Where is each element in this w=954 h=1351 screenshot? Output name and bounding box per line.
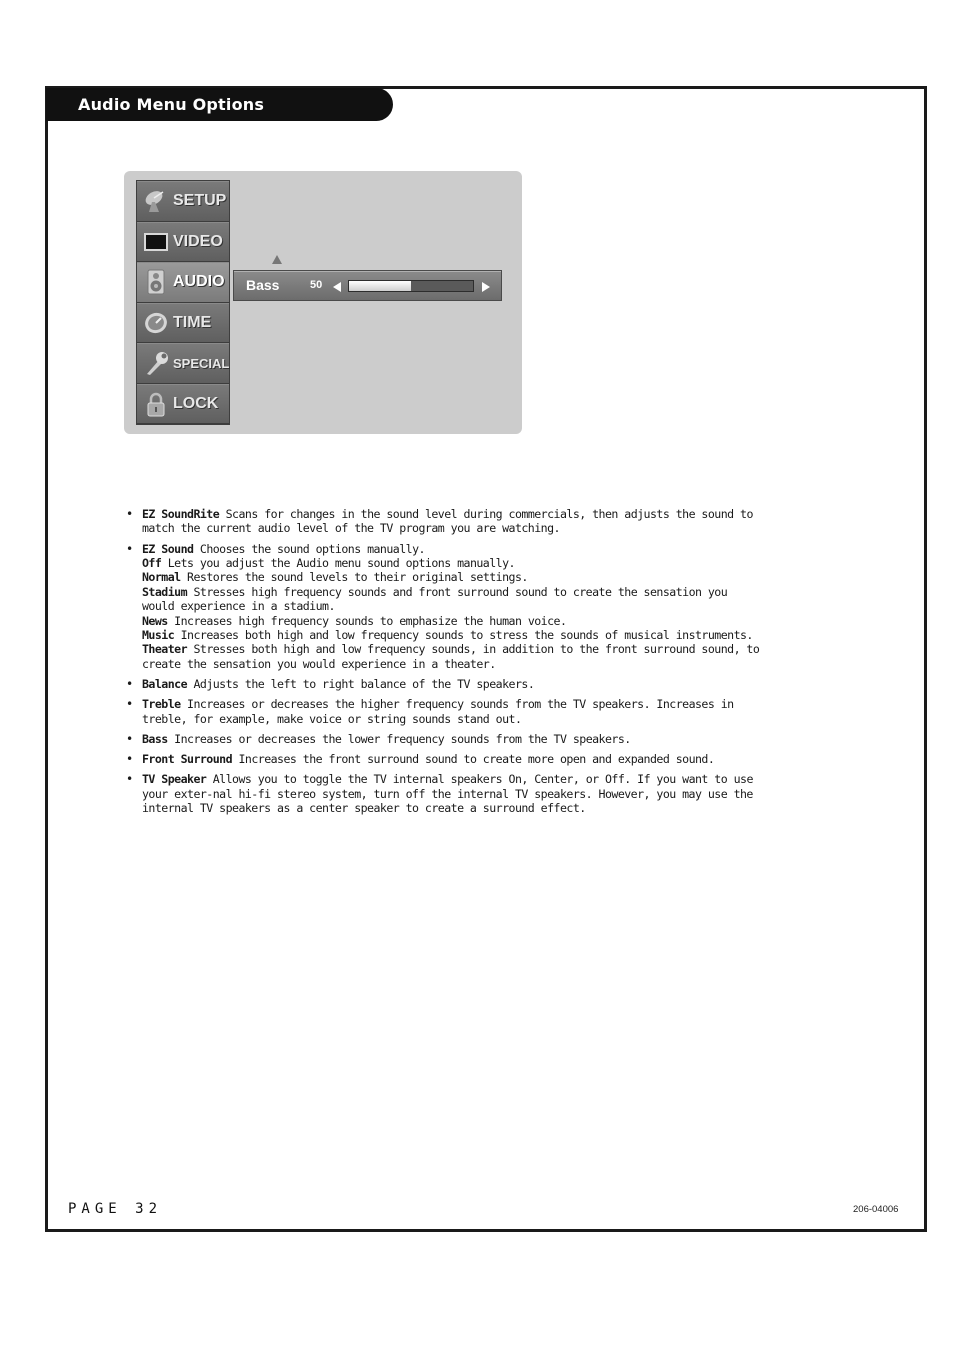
increase-arrow-icon[interactable] [482,282,490,292]
bullet-text: Allows you to toggle the TV internal speakers On, Center, or Off. If you want to use your exter-nal hi-fi stereo system, turn off the internal TV speakers. However, you may use the internal TV speakers as a center speaker to create a surround effect. [142,772,753,816]
menu-item-time[interactable] [137,303,229,344]
sub-option-text: Stresses high frequency sounds and front surround sound to create the sensation you would experience in a stadium. [142,584,728,614]
sub-option [142,642,765,671]
decrease-arrow-icon[interactable] [333,282,341,292]
clock-icon [143,310,169,336]
document-code: 206-04006 [853,1204,899,1215]
bullet-term: EZ Sound [142,541,194,556]
bullet-item [125,507,765,536]
sub-option-term: Normal [142,570,181,585]
option-descriptions [125,507,765,821]
sub-option-text: Restores the sound levels to their original settings. [187,570,528,585]
padlock-icon [143,391,169,417]
sub-option [142,570,765,584]
bullet-item [125,677,765,691]
menu-label-special: SPECIAL [173,355,230,371]
bullet-term: TV Speaker [142,772,207,787]
sub-option-text: Stresses both high and low frequency sounds, in addition to the front surround sound, to create the sensation you would experience in a theater. [142,642,760,671]
osd-main-menu [136,180,230,425]
sub-option-term: News [142,613,168,628]
sub-option [142,585,765,614]
menu-item-video[interactable] [137,222,229,263]
sub-option-term: Stadium [142,584,188,599]
menu-label-video: VIDEO [173,232,223,250]
sub-option-text: Increases both high and low frequency sounds to stress the sounds of musical instruments. [180,628,753,643]
bullet-text: Adjusts the left to right balance of the TV speakers. [193,677,535,692]
bass-label: Bass [246,277,280,293]
menu-item-lock[interactable] [137,384,229,425]
bullet-text: Increases or decreases the higher frequency sounds from the TV speakers. Increases in treble, for example, make voice or string sounds stand out. [142,697,734,726]
page-number: PAGE 32 [68,1201,163,1217]
menu-label-audio: AUDIO [173,273,225,291]
bass-value: 50 [310,279,323,291]
bullet-item [125,697,765,726]
bullet-term: Front Surround [142,752,233,767]
sub-option [142,614,765,628]
bullet-term: Bass [142,731,168,746]
bullet-item [125,752,765,766]
sub-option-term: Off [142,556,162,571]
sub-option-text: Lets you adjust the Audio menu sound options manually. [167,556,515,571]
bullet-term: Balance [142,677,188,692]
sub-option-text: Increases high frequency sounds to emphasize the human voice. [174,613,567,628]
bullet-text: Increases or decreases the lower frequency sounds from the TV speakers. [174,731,631,746]
tv-screen-icon [143,229,169,255]
menu-label-setup: SETUP [173,192,227,210]
menu-label-lock: LOCK [173,394,219,412]
bullet-item [125,542,765,672]
menu-label-time: TIME [173,313,212,331]
bullet-text: Chooses the sound options manually. [199,541,425,556]
bullet-item [125,772,765,815]
page-title: Audio Menu Options [46,88,393,121]
sub-option-term: Theater [142,642,188,657]
bullet-item [125,732,765,746]
sub-option [142,556,765,570]
menu-item-setup[interactable] [137,181,229,222]
scroll-up-arrow-icon[interactable] [272,255,282,264]
wrench-icon [143,350,169,376]
sub-option-term: Music [142,628,175,643]
speaker-icon [143,269,169,295]
bullet-term: Treble [142,697,181,712]
satellite-dish-icon [143,188,169,214]
sub-option [142,628,765,642]
bullet-text: Scans for changes in the sound level during commercials, then adjusts the sound to match the current audio level of the TV program you are watching. [142,507,753,536]
menu-item-special[interactable] [137,343,229,384]
bass-slider[interactable] [348,280,474,292]
bullet-term: EZ SoundRite [142,507,220,521]
bass-slider-fill [349,281,411,291]
menu-item-audio[interactable] [137,262,229,303]
bullet-text: Increases the front surround sound to create more open and expanded sound. [238,752,715,767]
bass-adjust-bar[interactable] [233,270,502,301]
